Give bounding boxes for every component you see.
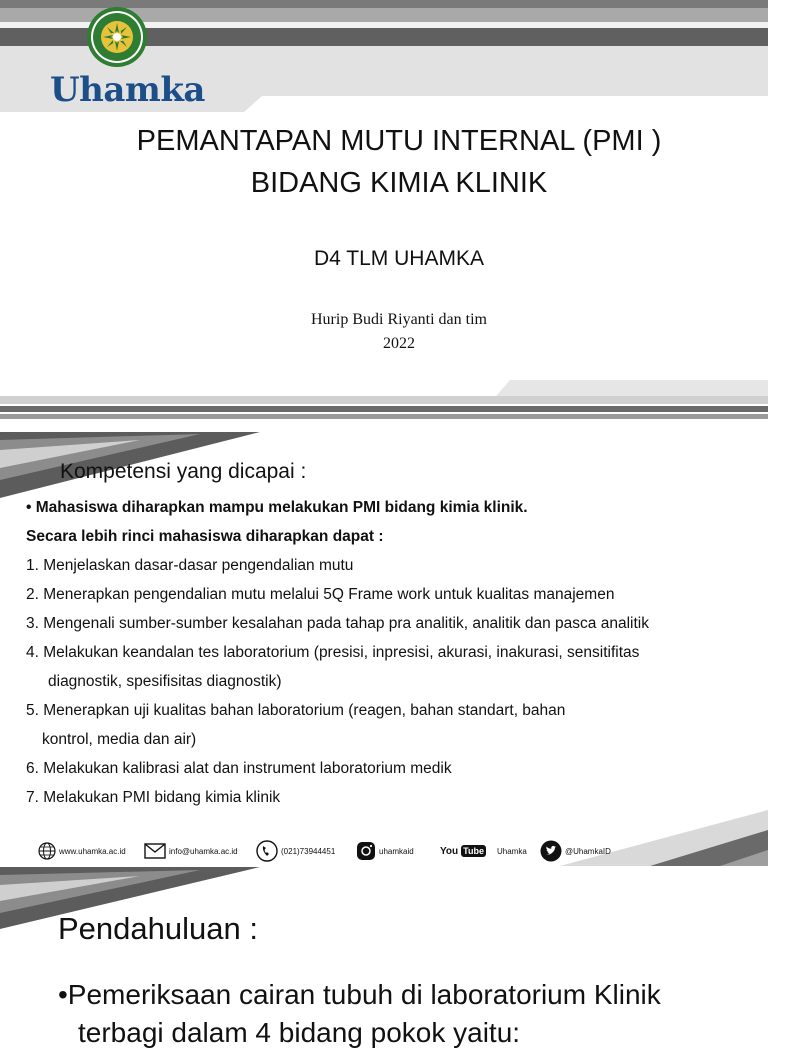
list-item-continuation: diagnostik, spesifisitas diagnostik) xyxy=(48,673,282,690)
introduction-bullet-continuation: terbagi dalam 4 bidang pokok yaitu: xyxy=(78,1017,521,1048)
footer-youtube[interactable] xyxy=(440,840,527,862)
presentation-title xyxy=(0,120,798,204)
introduction-bullet: •Pemeriksaan cairan tubuh di laboratorium Klinik xyxy=(58,979,661,1010)
uhamka-logo xyxy=(46,6,205,110)
contact-footer xyxy=(38,840,638,862)
uhamka-wordmark: Uhamka xyxy=(50,70,205,110)
list-item: 2. Menerapkan pengendalian mutu melalui 5Q Frame work untuk kualitas manajemen xyxy=(26,586,615,603)
phone-icon xyxy=(256,840,278,862)
footer-phone-text: (021)73944451 xyxy=(281,846,336,856)
globe-icon xyxy=(38,842,56,860)
author-block xyxy=(0,308,798,356)
author-name: Hurip Budi Riyanti dan tim xyxy=(311,311,487,328)
competency-heading: Kompetensi yang dicapai : xyxy=(60,460,307,483)
footer-phone[interactable] xyxy=(256,840,335,862)
competency-intro: Secara lebih rinci mahasiswa diharapkan dapat : xyxy=(26,528,384,545)
presentation-year: 2022 xyxy=(383,335,415,352)
footer-twitter-text: @UhamkaID xyxy=(565,846,611,856)
introduction-slide xyxy=(0,867,768,1048)
list-item: 1. Menjelaskan dasar-dasar pengendalian mutu xyxy=(26,557,354,574)
instagram-icon xyxy=(356,841,376,861)
list-item: 3. Mengenali sumber-sumber kesalahan pada tahap pra analitik, analitik dan pasca analitik xyxy=(26,615,649,632)
competency-list xyxy=(26,496,756,815)
footer-instagram[interactable] xyxy=(356,840,414,862)
youtube-tube-text: Tube xyxy=(463,846,484,856)
competency-slide xyxy=(0,432,768,867)
title-line-1: PEMANTAPAN MUTU INTERNAL (PMI ) xyxy=(136,125,662,157)
title-slide xyxy=(0,0,768,432)
footer-twitter[interactable] xyxy=(540,840,611,862)
university-seal-icon xyxy=(86,6,148,68)
footer-website[interactable] xyxy=(38,840,126,862)
envelope-icon xyxy=(144,843,166,859)
title-line-2: BIDANG KIMIA KLINIK xyxy=(250,167,548,199)
footer-email[interactable] xyxy=(144,840,238,862)
list-item: 6. Melakukan kalibrasi alat dan instrument laboratorium medik xyxy=(26,760,452,777)
footer-email-text: info@uhamka.ac.id xyxy=(169,846,238,856)
presentation-subtitle: D4 TLM UHAMKA xyxy=(314,247,484,270)
list-item-continuation: kontrol, media dan air) xyxy=(42,731,197,748)
introduction-heading: Pendahuluan : xyxy=(58,911,258,946)
twitter-icon xyxy=(540,840,562,862)
footer-youtube-channel: Uhamka xyxy=(497,846,527,856)
list-item: 7. Melakukan PMI bidang kimia klinik xyxy=(26,789,281,806)
competency-bullet: • Mahasiswa diharapkan mampu melakukan PMI bidang kimia klinik. xyxy=(26,499,528,516)
footer-instagram-text: uhamkaid xyxy=(379,846,414,856)
footer-website-text: www.uhamka.ac.id xyxy=(59,846,126,856)
list-item: 4. Melakukan keandalan tes laboratorium (presisi, inpresisi, akurasi, inakurasi, sensitifitas xyxy=(26,644,640,661)
list-item: 5. Menerapkan uji kualitas bahan laboratorium (reagen, bahan standart, bahan xyxy=(26,702,566,719)
youtube-you-text: You xyxy=(440,845,459,857)
